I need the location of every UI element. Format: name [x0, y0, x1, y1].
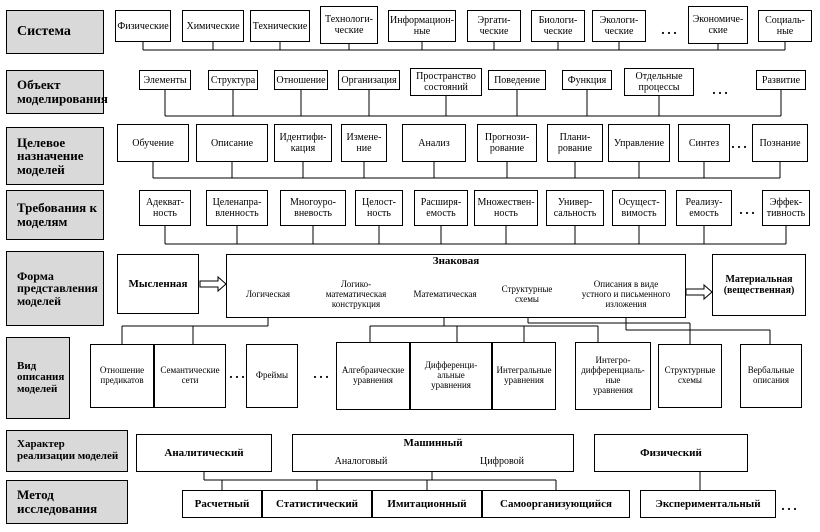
category-obekt [6, 70, 108, 114]
item-obekt-1 [208, 70, 258, 90]
item-sistema-10 [758, 10, 812, 42]
item-vid-3 [246, 344, 298, 408]
item-naznachenie-8-text: Синтез [688, 137, 720, 149]
item-trebovaniya-5 [474, 190, 538, 226]
experimental-box [640, 490, 776, 518]
item-sistema-1 [182, 10, 244, 42]
item-obekt-2 [274, 70, 328, 90]
item-trebovaniya-0-text: Адекват- ность [145, 197, 185, 219]
method-0 [182, 490, 262, 518]
method-3-text: Самоорганизующийся [500, 497, 612, 510]
item-naznachenie-1 [196, 124, 268, 162]
item-obekt-4 [410, 68, 482, 96]
item-naznachenie-3 [341, 124, 387, 162]
item-naznachenie-10 [752, 124, 808, 162]
method-1-text: Статистический [275, 497, 359, 510]
item-sistema-5 [467, 10, 521, 42]
item-naznachenie-2-text: Идентифи- кация [279, 132, 327, 154]
item-vid-5-text: Алгебраические уравнения [341, 365, 405, 385]
item-naznachenie-5 [477, 124, 537, 162]
machine-title-text: Машинный [403, 437, 463, 449]
item-sistema-0 [115, 10, 171, 42]
item-obekt-3 [338, 70, 400, 90]
method-3 [482, 490, 630, 518]
category-trebovaniya [6, 190, 104, 240]
experimental-box-text: Экспериментальный [655, 497, 761, 510]
analog-label-text: Аналоговый [334, 456, 388, 467]
item-naznachenie-7 [608, 124, 670, 162]
ellipsis [656, 18, 682, 38]
item-trebovaniya-1 [206, 190, 268, 226]
item-naznachenie-1-text: Описание [210, 137, 254, 149]
sign-item-0 [227, 273, 309, 317]
item-vid-7-text: Интегральные уравнения [496, 365, 552, 385]
item-trebovaniya-8 [676, 190, 732, 226]
item-naznachenie-7-text: Управление [613, 137, 665, 149]
sign-item-4 [567, 273, 685, 317]
item-obekt-6-text: Функция [567, 74, 607, 86]
item-trebovaniya-6 [546, 190, 604, 226]
item-trebovaniya-2 [280, 190, 346, 226]
item-trebovaniya-0 [139, 190, 191, 226]
item-sistema-6 [531, 10, 585, 42]
category-trebovaniya-text: Требования к моделям [17, 200, 97, 229]
item-trebovaniya-4 [414, 190, 468, 226]
item-trebovaniya-6-text: Универ- сальность [553, 197, 597, 219]
item-vid-10 [740, 344, 802, 408]
item-trebovaniya-1-text: Целенапра- вленность [212, 197, 262, 219]
item-sistema-7 [592, 10, 646, 42]
item-sistema-2 [250, 10, 310, 42]
category-metod-text: Метод исследования [17, 487, 98, 516]
ellipsis [312, 362, 330, 382]
item-naznachenie-6 [547, 124, 603, 162]
sign-title [226, 256, 686, 270]
item-trebovaniya-10 [762, 190, 810, 226]
material-box-text: Материальная (вещественная) [723, 274, 795, 296]
category-harakter-text: Характер реализации моделей [17, 438, 119, 462]
item-sistema-4 [388, 10, 456, 42]
item-trebovaniya-2-text: Многоуро- вневость [289, 197, 337, 219]
item-obekt-7 [624, 68, 694, 96]
item-vid-0-text: Отношение предикатов [99, 365, 145, 385]
category-naznachenie-text: Целевое назначение моделей [17, 134, 84, 177]
method-2 [372, 490, 482, 518]
item-trebovaniya-7 [612, 190, 666, 226]
sign-title-text: Знаковая [432, 255, 480, 267]
item-vid-1 [154, 344, 226, 408]
mental-box [117, 254, 199, 314]
ellipsis-text: … [660, 18, 678, 38]
item-sistema-3 [320, 6, 378, 44]
ellipsis [778, 494, 800, 514]
method-2-text: Имитационный [387, 497, 467, 510]
item-naznachenie-3-text: Измене- ние [346, 132, 382, 154]
category-forma-text: Форма представления моделей [17, 268, 98, 308]
item-sistema-9 [688, 6, 748, 44]
ellipsis-text: … [312, 362, 330, 382]
item-obekt-6 [562, 70, 612, 90]
sign-item-1 [311, 273, 401, 317]
digital-label-text: Цифровой [479, 456, 525, 467]
item-trebovaniya-4-text: Расширя- емость [420, 197, 462, 219]
category-vid [6, 337, 70, 419]
category-obekt-text: Объект моделирования [17, 77, 108, 106]
item-naznachenie-0-text: Обучение [132, 137, 174, 149]
item-sistema-2-text: Технические [252, 20, 308, 32]
item-vid-9 [658, 344, 722, 408]
category-naznachenie [6, 127, 104, 185]
item-sistema-1-text: Химические [186, 20, 240, 32]
item-obekt-0 [139, 70, 191, 90]
item-sistema-9-text: Экономиче- ские [692, 14, 744, 36]
digital-label [430, 457, 574, 471]
item-naznachenie-2 [274, 124, 332, 162]
physical-box [594, 434, 748, 472]
analog-label [292, 457, 430, 471]
ellipsis [706, 78, 734, 98]
item-naznachenie-10-text: Познание [759, 137, 801, 149]
category-forma [6, 251, 104, 326]
analytic-box [136, 434, 272, 472]
item-naznachenie-5-text: Прогнози- рование [484, 132, 530, 154]
item-naznachenie-4 [402, 124, 466, 162]
arrow-sign-to-material [686, 285, 712, 299]
item-vid-10-text: Вербальные описания [747, 365, 795, 385]
ellipsis-text: … [730, 132, 748, 152]
ellipsis-text: … [780, 494, 798, 514]
sign-item-0-text: Логическая [246, 289, 290, 300]
method-0-text: Расчетный [194, 497, 250, 510]
item-sistema-4-text: Информацион- ные [390, 15, 454, 37]
sign-item-2-text: Математическая [413, 289, 477, 300]
arrow-mental-to-sign [200, 277, 226, 291]
item-naznachenie-8 [678, 124, 730, 162]
category-metod [6, 480, 128, 524]
item-vid-9-text: Структурные схемы [664, 365, 716, 385]
ellipsis [738, 198, 756, 218]
machine-title [292, 438, 574, 452]
item-sistema-5-text: Эргати- ческие [477, 15, 511, 37]
item-trebovaniya-8-text: Реализу- емость [685, 197, 723, 219]
ellipsis [228, 362, 246, 382]
item-vid-6-text: Дифференци- альные уравнения [424, 360, 478, 390]
ellipsis-text: … [738, 198, 756, 218]
material-box [712, 254, 806, 316]
item-obekt-5-text: Поведение [494, 74, 540, 86]
item-naznachenie-0 [117, 124, 189, 162]
item-sistema-6-text: Биологи- ческие [538, 15, 578, 37]
item-obekt-4-text: Пространство состояний [416, 71, 476, 93]
item-vid-7 [492, 342, 556, 410]
physical-box-text: Физический [640, 446, 702, 459]
item-obekt-3-text: Организация [341, 74, 397, 86]
ellipsis-text: … [711, 78, 729, 98]
item-sistema-10-text: Социаль- ные [765, 15, 805, 37]
item-trebovaniya-3-text: Целост- ность [361, 197, 397, 219]
item-obekt-7-text: Отдельные процессы [635, 71, 683, 93]
item-vid-1-text: Семантические сети [160, 365, 220, 385]
sign-item-1-text: Логико- математическая конструкция [325, 279, 387, 309]
item-naznachenie-6-text: Плани- рование [557, 132, 593, 154]
item-vid-5 [336, 342, 410, 410]
analytic-box-text: Аналитический [164, 446, 244, 459]
item-sistema-0-text: Физические [117, 20, 169, 32]
mental-box-text: Мысленная [128, 277, 188, 290]
item-obekt-2-text: Отношение [276, 74, 326, 86]
item-trebovaniya-10-text: Эффек- тивность [766, 197, 806, 219]
category-sistema [6, 10, 104, 54]
category-harakter [6, 430, 128, 472]
category-sistema-text: Система [17, 23, 71, 39]
method-1 [262, 490, 372, 518]
item-obekt-5 [488, 70, 546, 90]
item-vid-6 [410, 342, 492, 410]
ellipsis-text: … [228, 362, 246, 382]
item-obekt-0-text: Элементы [143, 74, 187, 86]
item-vid-0 [90, 344, 154, 408]
ellipsis [730, 132, 748, 152]
sign-item-3 [489, 273, 565, 317]
item-obekt-1-text: Структура [210, 74, 256, 86]
item-vid-3-text: Фреймы [255, 370, 289, 381]
sign-item-4-text: Описания в виде устного и письменного изложения [581, 279, 671, 309]
item-trebovaniya-5-text: Множествен- ность [477, 197, 535, 219]
item-vid-8-text: Интегро- дифференциаль- ные уравнения [581, 355, 645, 395]
sign-item-3-text: Структурные схемы [501, 284, 553, 304]
item-trebovaniya-3 [355, 190, 403, 226]
item-obekt-9-text: Развитие [761, 74, 801, 86]
item-vid-8 [575, 342, 651, 410]
sign-item-2 [403, 273, 487, 317]
item-obekt-9 [756, 70, 806, 90]
item-trebovaniya-7-text: Осущест- вимость [618, 197, 660, 219]
item-sistema-7-text: Экологи- ческие [599, 15, 639, 37]
item-sistema-3-text: Технологи- ческие [324, 14, 374, 36]
item-naznachenie-4-text: Анализ [418, 137, 450, 149]
category-vid-text: Вид описания моделей [17, 359, 65, 395]
